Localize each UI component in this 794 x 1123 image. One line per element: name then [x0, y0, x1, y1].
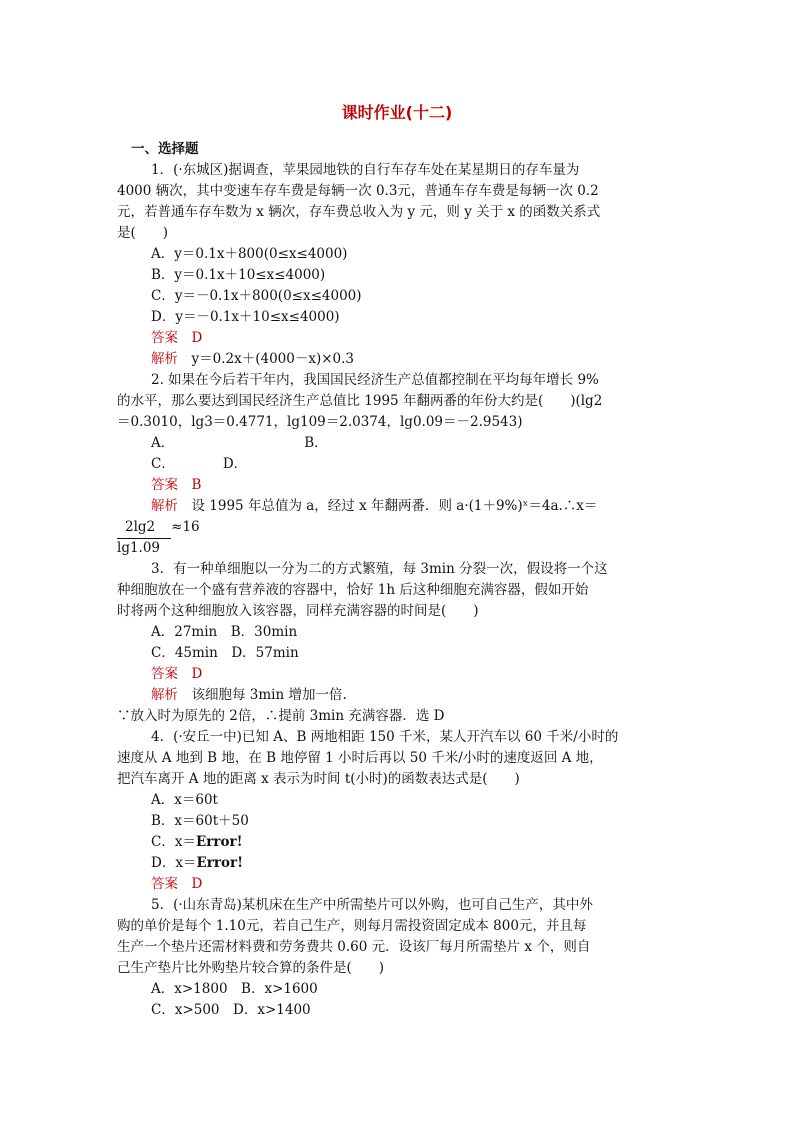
options-cd: C．45min D．57min [151, 645, 299, 661]
options-ab [117, 433, 677, 454]
option-d [117, 853, 677, 874]
explanation-label: 解析 [151, 498, 178, 514]
answer-line [117, 664, 677, 685]
page-title: 课时作业(十二) [341, 103, 453, 122]
question-text: ＝0.3010，lg3＝0.4771，lg109＝2.0374，lg0.09＝－2.9543) [117, 414, 523, 430]
option-a: A． [151, 435, 175, 451]
fraction-approx: ≈16 [171, 519, 200, 535]
explanation-label: 解析 [151, 351, 178, 367]
answer-label: 答案 [151, 876, 178, 892]
error-text: Error! [195, 834, 243, 850]
error-text: Error! [196, 855, 243, 871]
question-text: 元，若普通车存车数为 x 辆次，存车费总收入为 y 元，则 y 关于 x 的函数关系式 [117, 204, 601, 220]
option-c: C． [151, 456, 175, 472]
question-text: 己生产垫片比外购垫片较合算的条件是( ) [117, 960, 385, 976]
options-ab: A．x>1800 B．x>1600 [151, 981, 318, 997]
question-3 [117, 559, 677, 727]
question-text: 把汽车离开 A 地的距离 x 表示为时间 t(小时)的函数表达式是( ) [117, 771, 520, 787]
option-c [117, 832, 677, 853]
explanation-text: 该细胞每 3min 增加一倍. [191, 687, 347, 703]
question-text: 4000 辆次，其中变速车存车费是每辆一次 0.3元，普通车存车费是每辆一次 0.2 [117, 183, 599, 199]
answer-line [117, 328, 677, 349]
question-text: 时将两个这种细胞放入该容器，同样充满容器的时间是( ) [117, 603, 479, 619]
option-c: C．y＝－0.1x＋800(0≤x≤4000) [151, 288, 362, 304]
question-text: 种细胞放在一个盛有营养液的容器中，恰好 1h 后这种细胞充满容器，假如开始 [117, 582, 589, 598]
question-4 [117, 727, 677, 895]
question-text: 1．(·东城区)据调查，苹果园地铁的自行车存车处在某星期日的存车量为 [151, 162, 580, 178]
question-text: 4．(·安丘一中)已知 A、B 两地相距 150 千米，某人开汽车以 60 千米/小时的 [151, 729, 619, 745]
explanation-text: ∵放入时为原先的 2倍，∴提前 3min 充满容器．选 D [117, 708, 445, 724]
explanation-text: 设 1995 年总值为 a，经过 x 年翻两番．则 a·(1＋9%)ˣ＝4a.∴x＝ [191, 498, 598, 514]
question-text: 生产一个垫片还需材料费和劳务费共 0.60 元．设该厂每月所需垫片 x 个，则自 [117, 939, 591, 955]
question-text: 速度从 A 地到 B 地，在 B 地停留 1 小时后再以 50 千米/小时的速度返回 A 地， [117, 750, 603, 766]
document-body [117, 139, 677, 1021]
option-c-prefix: C．x＝ [151, 834, 196, 850]
explanation-line [117, 349, 677, 370]
option-d-prefix: D．x＝ [151, 855, 197, 871]
question-text: 的水平，那么要达到国民经济生产总值比 1995 年翻两番的年份大约是( )(lg2 [117, 393, 603, 409]
answer-label: 答案 [151, 666, 178, 682]
explanation-line [117, 685, 677, 706]
fraction-line [117, 517, 677, 538]
answer-value: D [191, 330, 203, 346]
answer-value: D [191, 876, 203, 892]
option-d: D． [222, 456, 248, 472]
question-5 [117, 895, 677, 1021]
question-1 [117, 160, 677, 370]
answer-line [117, 475, 677, 496]
question-text: 购的单价是每个 1.10元，若自己生产，则每月需投资固定成本 800元，并且每 [117, 918, 587, 934]
options-ab: A．27min B．30min [151, 624, 298, 640]
explanation-line [117, 496, 677, 517]
option-b: B．x＝60t＋50 [151, 813, 249, 829]
option-d: D．y＝－0.1x＋10≤x≤4000) [151, 309, 340, 325]
option-b: B． [304, 435, 328, 451]
fraction-numerator: 2lg2 [117, 517, 171, 539]
fraction-denominator: lg1.09 [117, 540, 161, 556]
answer-value: D [191, 666, 203, 682]
answer-value: B [191, 477, 202, 493]
question-text: 5．(·山东青岛)某机床在生产中所需垫片可以外购，也可自己生产，其中外 [151, 897, 593, 913]
section-heading: 一、选择题 [131, 141, 199, 157]
answer-line [117, 874, 677, 895]
option-b: B．y＝0.1x＋10≤x≤4000) [151, 267, 326, 283]
question-2 [117, 370, 677, 559]
question-text: 2. 如果在今后若干年内，我国国民经济生产总值都控制在平均每年增长 9% [151, 372, 599, 388]
answer-label: 答案 [151, 330, 178, 346]
option-a: A．y＝0.1x＋800(0≤x≤4000) [151, 246, 348, 262]
question-text: 3．有一种单细胞以一分为二的方式繁殖，每 3min 分裂一次，假设将一个这 [151, 561, 608, 577]
explanation-text: y＝0.2x＋(4000－x)×0.3 [191, 351, 354, 367]
options-cd [117, 454, 677, 475]
option-a: A．x＝60t [151, 792, 218, 808]
answer-label: 答案 [151, 477, 178, 493]
question-text: 是( ) [117, 225, 169, 241]
explanation-label: 解析 [151, 687, 178, 703]
options-cd: C．x>500 D．x>1400 [151, 1002, 311, 1018]
